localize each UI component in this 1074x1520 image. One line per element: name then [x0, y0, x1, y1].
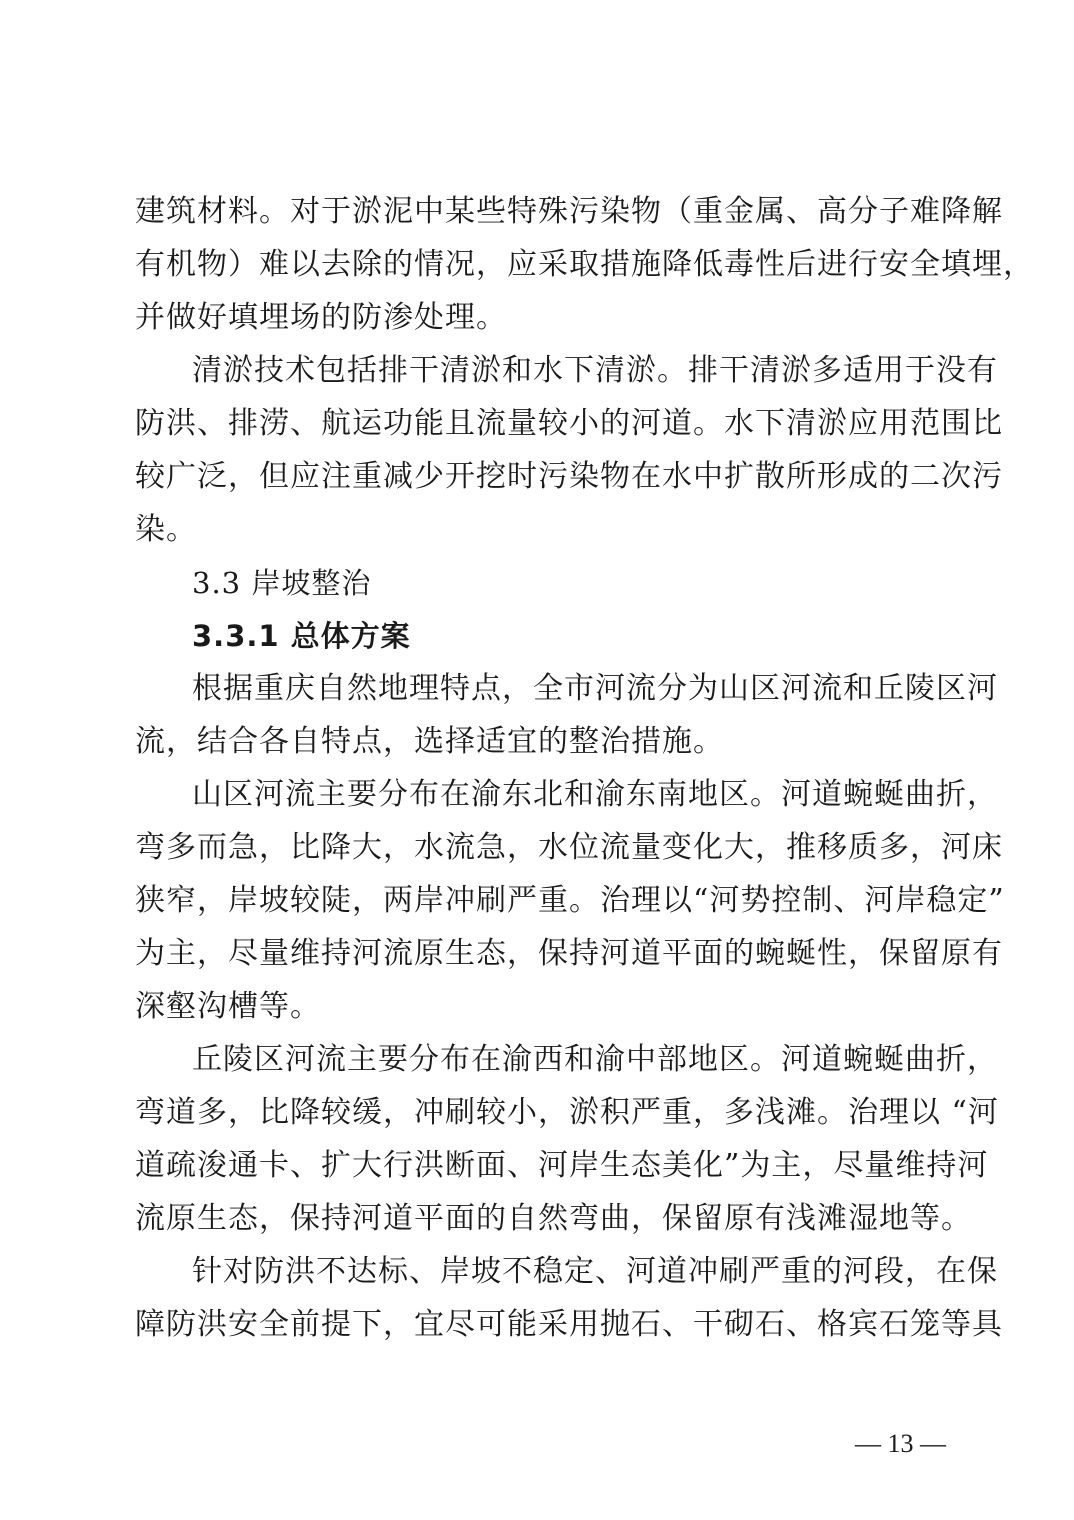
body-text-line: 流，结合各自特点，选择适宜的整治措施。: [135, 724, 724, 759]
section-heading: 3.3 岸坡整治: [192, 566, 372, 600]
paragraph-first-line: 清淤技术包括排干清淤和水下清淤。排干清淤多适用于没有: [192, 353, 998, 388]
paragraph-first-line: 根据重庆自然地理特点，全市河流分为山区河流和丘陵区河: [192, 671, 998, 706]
body-text-line: 有机物）难以去除的情况，应采取措施降低毒性后进行安全填埋，: [135, 247, 1034, 282]
subsection-heading: 3.3.1 总体方案: [192, 619, 411, 653]
paragraph-first-line: 山区河流主要分布在渝东北和渝东南地区。河道蜿蜒曲折，: [192, 777, 998, 812]
body-text-line: 为主，尽量维持河流原生态，保持河道平面的蜿蜒性，保留原有: [135, 936, 1003, 971]
body-text-line: 流原生态，保持河道平面的自然弯曲，保留原有浅滩湿地等。: [135, 1201, 972, 1236]
paragraph-first-line: 针对防洪不达标、岸坡不稳定、河道冲刷严重的河段，在保: [192, 1254, 998, 1289]
body-text-line: 较广泛，但应注重减少开挖时污染物在水中扩散所形成的二次污: [135, 459, 1003, 494]
body-text-line: 建筑材料。对于淤泥中某些特殊污染物（重金属、高分子难降解: [135, 194, 1003, 229]
body-text-line: 染。: [135, 512, 197, 547]
body-text-line: 并做好填埋场的防渗处理。: [135, 300, 507, 335]
body-text-line: 狭窄，岸坡较陡，两岸冲刷严重。治理以“河势控制、河岸稳定”: [135, 883, 1005, 918]
body-text-line: 障防洪安全前提下，宜尽可能采用抛石、干砌石、格宾石笼等具: [135, 1307, 1003, 1342]
body-text-line: 道疏浚通卡、扩大行洪断面、河岸生态美化”为主，尽量维持河: [135, 1148, 989, 1183]
body-text-line: 弯多而急，比降大，水流急，水位流量变化大，推移质多，河床: [135, 830, 1003, 865]
body-text-line: 弯道多，比降较缓，冲刷较小，淤积严重，多浅滩。治理以 “河: [135, 1095, 999, 1130]
body-text-line: 防洪、排涝、航运功能且流量较小的河道。水下清淤应用范围比: [135, 406, 1003, 441]
body-text-line: 深壑沟槽等。: [135, 989, 321, 1024]
paragraph-first-line: 丘陵区河流主要分布在渝西和渝中部地区。河道蜿蜒曲折，: [192, 1042, 998, 1077]
page-number: — 13 —: [855, 1429, 946, 1458]
